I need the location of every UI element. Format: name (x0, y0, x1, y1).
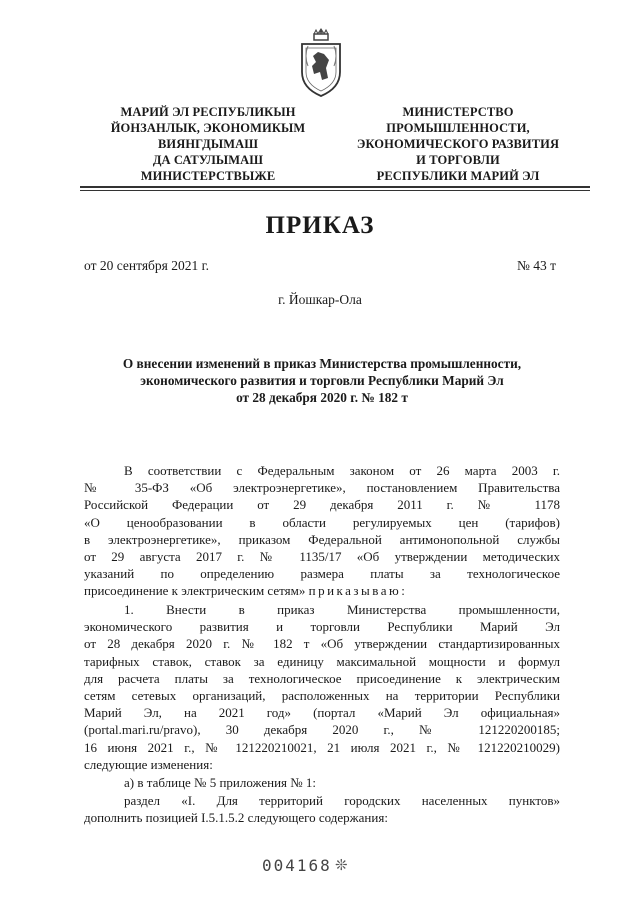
subject-line: О внесении изменений в приказ Министерства промышленности, (122, 356, 522, 371)
header-russian-name (330, 104, 586, 184)
body-line: В соответствии с Федеральным законом от 26 марта 2003 г. (124, 463, 560, 478)
header-right-line: И ТОРГОВЛИ (416, 153, 500, 167)
body-line: указаний по определению размера платы за технологическое (84, 566, 560, 582)
body-line: от 28 декабря 2020 г. № 182 т «Об утверждении стандартизированных (84, 636, 560, 652)
header-left-line: ЙОНЗАНЛЫК, ЭКОНОМИКЫМ (110, 121, 306, 135)
header-right-line: ПРОМЫШЛЕННОСТИ, (386, 121, 530, 135)
body-line: для расчета платы за технологическое присоединение к электрическим (84, 670, 560, 686)
body-line: 16 июня 2021 г., № 121220210021, 21 июля 2021 г., № 121220210029) (84, 739, 560, 755)
document-title: ПРИКАЗ (265, 212, 375, 239)
body-line: 1. Внести в приказ Министерства промышленности, (124, 602, 560, 617)
body-line: раздел «I. Для территорий городских населенных пунктов» (124, 793, 560, 808)
stamp-mark-icon: ❊ (335, 858, 348, 874)
header-divider (80, 186, 590, 188)
body-line (84, 582, 560, 599)
subject-line: от 28 декабря 2020 г. № 182 т (236, 390, 408, 405)
body-line: в электроэнергетике», приказом Федеральной антимонопольной службы (84, 531, 560, 547)
serial-number-stamp: 004168 (262, 856, 332, 875)
body-line: следующие изменения: (84, 756, 213, 772)
header-divider-thin (80, 190, 590, 191)
header-right-line: РЕСПУБЛИКИ МАРИЙ ЭЛ (376, 169, 540, 183)
header-right-line: МИНИСТЕРСТВО (402, 105, 514, 119)
order-keyword: приказываю: (308, 583, 408, 599)
body-line: а) в таблице № 5 приложения № 1: (124, 775, 317, 790)
body-line: Российской Федерации от 29 декабря 2011 г. № 1178 (84, 497, 560, 513)
body-line: сетям сетевых организаций, расположенных на территории Республики (84, 688, 560, 704)
paragraph-section-addition (84, 792, 560, 826)
paragraph-item-1 (84, 601, 560, 773)
header-mari-name (85, 104, 331, 184)
document-number: № 43 т (516, 258, 556, 273)
document-date: от 20 сентября 2021 г. (84, 258, 209, 273)
body-line: № 35-ФЗ «Об электроэнергетике», постановлением Правительства (84, 480, 560, 496)
header-left-line: ДА САТУЛЫМАШ (152, 153, 264, 167)
body-line: тарифных ставок, ставок за единицу максимальной мощности и формул (84, 653, 560, 669)
coat-of-arms-icon (296, 26, 346, 98)
body-line: «О ценообразовании в области регулируемых цен (тарифов) (84, 514, 560, 530)
paragraph-subitem-a (84, 774, 560, 791)
body-line: экономического развития и торговли Республики Марий Эл (84, 619, 560, 635)
header-left-line: ВИЯНГДЫМАШ (157, 137, 259, 151)
header-left-line: МАРИЙ ЭЛ РЕСПУБЛИКЫН (120, 105, 296, 119)
body-line: от 29 августа 2017 г. № 1135/17 «Об утверждении методических (84, 549, 560, 565)
body-line: Марий Эл, на 2021 год» (портал «Марий Эл официальная» (84, 705, 560, 721)
body-line: (portal.mari.ru/pravo), 30 декабря 2020 г., № 121220200185; (84, 722, 560, 738)
subject-line: экономического развития и торговли Республики Марий Эл (140, 373, 504, 388)
header-right-line: ЭКОНОМИЧЕСКОГО РАЗВИТИЯ (356, 137, 560, 151)
body-line: дополнить позицией I.5.1.5.2 следующего содержания: (84, 810, 388, 826)
document-subject (80, 355, 564, 406)
document-city: г. Йошкар-Ола (278, 292, 362, 307)
header-left-line: МИНИСТЕРСТВЫЖЕ (140, 169, 276, 183)
paragraph-preamble (84, 462, 560, 600)
body-text: присоединение к электрическим сетям» (84, 583, 306, 599)
